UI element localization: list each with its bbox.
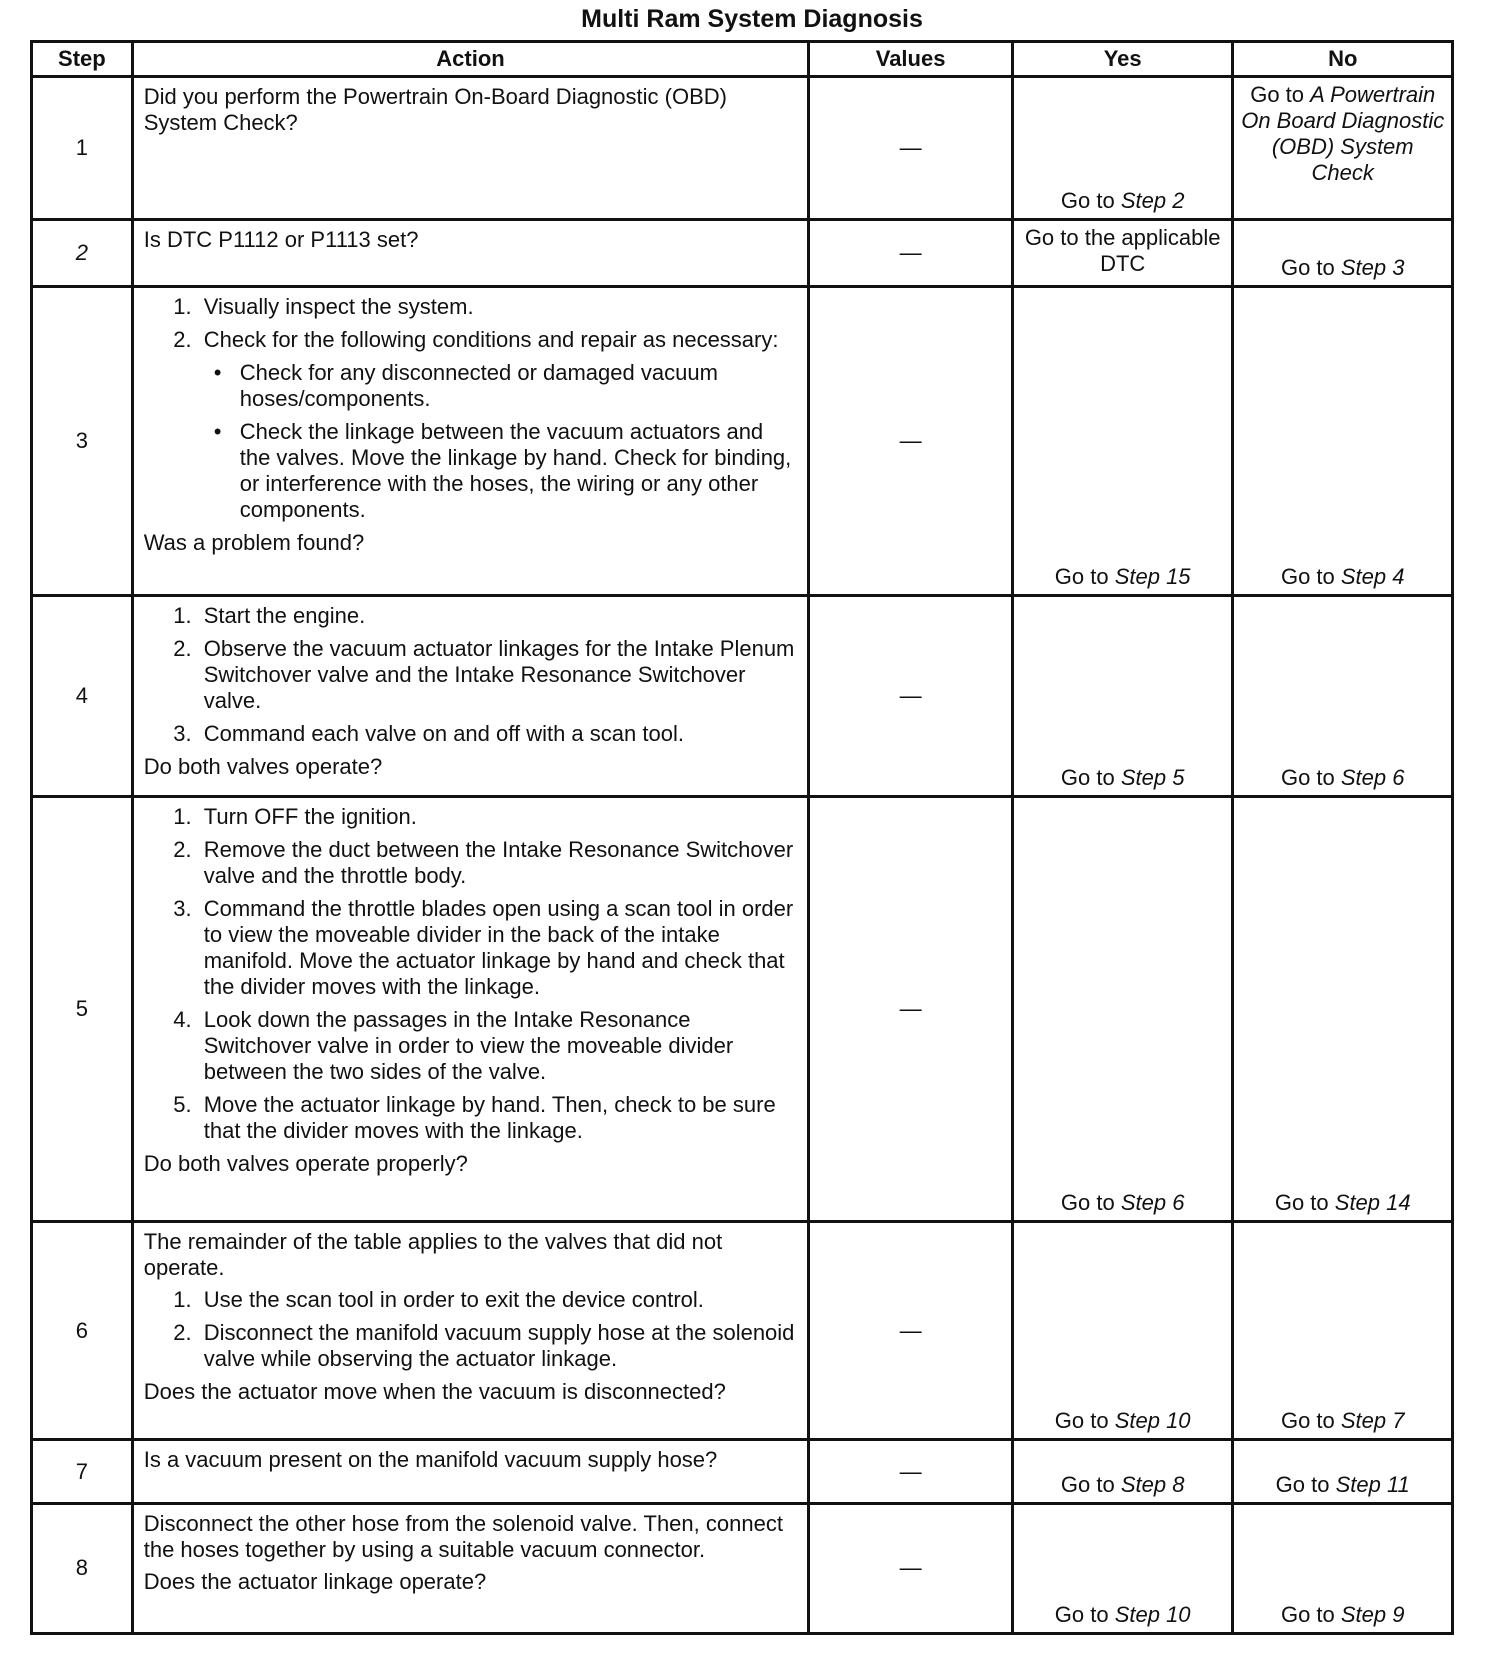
table-row	[32, 1222, 1453, 1440]
action-question: Do both valves operate?	[143, 753, 383, 779]
yes-step-link[interactable]: Step 8	[1120, 1471, 1185, 1497]
table-row	[32, 796, 1453, 1222]
list-item: 1. Visually inspect the system.	[198, 294, 798, 320]
values-cell: —	[809, 219, 1013, 286]
bullet-list	[204, 360, 798, 523]
no-prefix: Go to	[1280, 254, 1341, 280]
no-cell	[1233, 77, 1453, 220]
yes-cell	[1012, 286, 1233, 595]
header-no: No	[1233, 42, 1453, 77]
no-cell	[1233, 1440, 1453, 1504]
step-number: 5	[32, 796, 133, 1222]
values-cell: —	[809, 286, 1013, 595]
diagnosis-table	[30, 40, 1454, 1635]
yes-cell[interactable]: Go to the applicable DTC	[1012, 219, 1233, 286]
header-yes: Yes	[1012, 42, 1233, 77]
no-step-link[interactable]: Step 14	[1334, 1190, 1411, 1216]
step-number: 1	[32, 77, 133, 220]
yes-cell	[1012, 1222, 1233, 1440]
yes-cell	[1012, 595, 1233, 796]
no-step-link[interactable]: Step 11	[1335, 1471, 1410, 1497]
yes-cell	[1012, 1440, 1233, 1504]
no-cell	[1233, 796, 1453, 1222]
action-text: Did you perform the Powertrain On-Board Diagnostic (OBD) System Check?	[143, 84, 727, 135]
action-question: Was a problem found?	[143, 529, 365, 555]
header-values: Values	[809, 42, 1013, 77]
action-cell	[132, 286, 809, 595]
no-prefix: Go to	[1274, 1190, 1335, 1216]
header-step: Step	[32, 42, 133, 77]
step-number: 7	[32, 1440, 133, 1504]
values-cell: —	[809, 796, 1013, 1222]
no-step-link[interactable]: Step 7	[1340, 1408, 1405, 1434]
no-prefix: Go to	[1275, 1471, 1336, 1497]
no-prefix: Go to	[1280, 1602, 1341, 1627]
yes-step-link[interactable]: Step 10	[1114, 1602, 1191, 1627]
list-item: 1. Start the engine.	[198, 603, 798, 629]
bullet-item: • Check the linkage between the vacuum actuators and the valves. Move the linkage by hand. Check for binding, or interference with the hoses, the wiring or any other components.	[234, 419, 798, 523]
list-item-text: Check for the following conditions and repair as necessary:	[203, 326, 779, 352]
yes-cell	[1012, 1503, 1233, 1633]
values-cell: —	[809, 1440, 1013, 1504]
yes-step-link[interactable]: Step 5	[1120, 764, 1185, 790]
list-item: 3. Command the throttle blades open using a scan tool in order to view the moveable divider in the back of the intake manifold. Move the actuator linkage by hand and check that the divider moves with the linkage.	[198, 896, 798, 1000]
values-cell: —	[809, 1222, 1013, 1440]
list-item: 3. Command each valve on and off with a scan tool.	[198, 721, 798, 747]
action-cell	[132, 77, 809, 220]
table-row	[32, 1440, 1453, 1504]
numbered-list	[144, 804, 798, 1144]
action-cell	[132, 219, 809, 286]
action-question: Does the actuator move when the vacuum is disconnected?	[143, 1379, 726, 1405]
table-row	[32, 1503, 1453, 1633]
yes-cell	[1012, 796, 1233, 1222]
no-step-link[interactable]: Step 3	[1340, 254, 1405, 280]
step-number: 3	[32, 286, 133, 595]
values-cell: —	[809, 1503, 1013, 1633]
list-item: 4. Look down the passages in the Intake Resonance Switchover valve in order to view the moveable divider between the two sides of the valve.	[198, 1007, 798, 1085]
action-text: Is a vacuum present on the manifold vacuum supply hose?	[143, 1447, 718, 1473]
step-number: 4	[32, 595, 133, 796]
numbered-list	[144, 603, 798, 747]
yes-step-link[interactable]: Step 6	[1120, 1190, 1185, 1216]
no-step-link[interactable]: Step 9	[1340, 1602, 1405, 1627]
list-item: 2. Remove the duct between the Intake Resonance Switchover valve and the throttle body.	[198, 837, 798, 889]
action-cell	[132, 1503, 809, 1633]
values-cell: —	[809, 595, 1013, 796]
yes-step-link[interactable]: Step 15	[1114, 563, 1191, 589]
yes-prefix: Go to	[1054, 1408, 1115, 1434]
yes-prefix: Go to	[1060, 764, 1121, 790]
table-row	[32, 77, 1453, 220]
no-step-link[interactable]: Step 4	[1340, 563, 1405, 589]
yes-prefix: Go to	[1060, 187, 1121, 213]
action-cell	[132, 595, 809, 796]
header-action: Action	[132, 42, 809, 77]
no-cell	[1233, 595, 1453, 796]
action-question: Does the actuator linkage operate?	[143, 1568, 487, 1594]
table-row	[32, 286, 1453, 595]
no-prefix: Go to	[1280, 764, 1341, 790]
no-cell	[1233, 1503, 1453, 1633]
bullet-item: • Check for any disconnected or damaged vacuum hoses/components.	[234, 360, 798, 412]
step-number: 2	[32, 219, 133, 286]
no-cell	[1233, 219, 1453, 286]
list-item: 1. Use the scan tool in order to exit the device control.	[198, 1287, 798, 1313]
no-prefix: Go to	[1280, 563, 1341, 589]
list-item	[198, 327, 798, 523]
page-title: Multi Ram System Diagnosis	[581, 5, 923, 33]
yes-prefix: Go to	[1060, 1190, 1121, 1216]
action-intro: Disconnect the other hose from the solenoid valve. Then, connect the hoses together by using a suitable vacuum connector.	[143, 1510, 783, 1562]
step-number: 8	[32, 1503, 133, 1633]
action-question: Do both valves operate properly?	[143, 1150, 468, 1176]
yes-step-link[interactable]: Step 10	[1114, 1408, 1191, 1434]
action-intro: The remainder of the table applies to the valves that did not operate.	[143, 1229, 723, 1281]
no-step-link[interactable]: A Powertrain On Board Diagnostic (OBD) System Check	[1241, 82, 1445, 185]
no-cell	[1233, 1222, 1453, 1440]
table-row	[32, 219, 1453, 286]
yes-prefix: Go to	[1054, 1602, 1115, 1627]
numbered-list	[144, 294, 798, 523]
yes-cell	[1012, 77, 1233, 220]
action-cell	[132, 1222, 809, 1440]
numbered-list	[144, 1287, 798, 1372]
no-step-link[interactable]: Step 6	[1340, 764, 1405, 790]
list-item: 5. Move the actuator linkage by hand. Then, check to be sure that the divider moves with the linkage.	[198, 1092, 798, 1144]
values-cell: —	[809, 77, 1013, 220]
no-prefix: Go to	[1250, 82, 1311, 107]
list-item: 2. Observe the vacuum actuator linkages for the Intake Plenum Switchover valve and the Intake Resonance Switchover valve.	[198, 636, 798, 714]
yes-prefix: Go to	[1060, 1471, 1121, 1497]
header-row	[32, 42, 1453, 77]
step-number: 6	[32, 1222, 133, 1440]
no-cell	[1233, 286, 1453, 595]
list-item: 1. Turn OFF the ignition.	[198, 804, 798, 830]
action-text: Is DTC P1112 or P1113 set?	[143, 226, 419, 252]
list-item: 2. Disconnect the manifold vacuum supply hose at the solenoid valve while observing the actuator linkage.	[198, 1320, 798, 1372]
action-cell	[132, 796, 809, 1222]
table-row	[32, 595, 1453, 796]
yes-prefix: Go to	[1054, 563, 1115, 589]
yes-step-link[interactable]: Step 2	[1120, 187, 1185, 213]
action-cell	[132, 1440, 809, 1504]
no-prefix: Go to	[1280, 1408, 1341, 1434]
